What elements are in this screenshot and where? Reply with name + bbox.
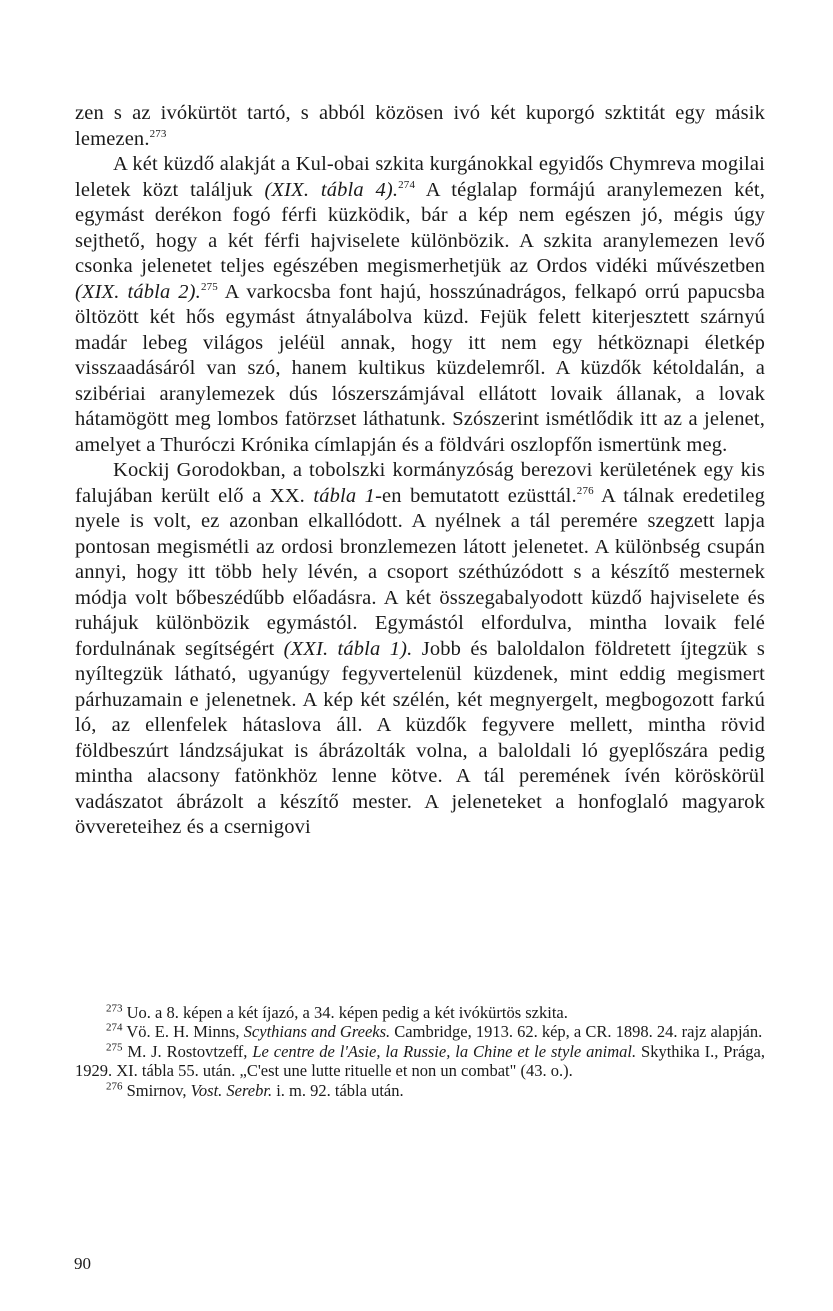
footnote xyxy=(75,1022,765,1041)
italic-text: Le centre de l'Asie, la Russie, la Chine et le style animal. xyxy=(252,1041,637,1061)
text-run: i. m. 92. tábla után. xyxy=(272,1080,404,1100)
text-run: Kockij Gorodokban, a tobolszki kormányzóság berezovi kerületének egy kis falujában került elő a XX. xyxy=(75,459,765,507)
paragraph xyxy=(75,458,765,841)
page-number: 90 xyxy=(74,1254,91,1273)
text-run: Jobb és baloldalon földretett íjtegzük s nyíltegzük látható, ugyanúgy fegyvertelenül küzdenek, mint eddig megismert párhuzamain e jelenetnek. A kép két szélén, két megnyergelt, megbogozott farkú ló, az ellenfelek hátaslova áll. A küzdők fegyvere mellett, mintha rövid földbeszúrt lándzsájukat is ábrázolták volna, a baloldali ló gyeplőszára pedig mintha alacsony fatönkhöz lenne kötve. A tál peremének ívén köröskörül vadászatot ábrázolt a készítő mester. A jeleneteket a honfoglaló magyarok övvereteihez és a csernigovi xyxy=(75,637,765,838)
text-run: A varkocsba font hajú, hosszúnadrágos, felkapó orrú papucsba öltözött két hős egymást átnyalábolva küzd. Fejük felett kiterjesztett szárnyú madár lebeg világos jeléül annak, hogy itt nem egy hétköznapi életkép visszaadásáról van szó, hanem kultikus küzdelemről. A küzdők kétoldalán, a szibériai aranylemezek dús lószerszámjával ellátott lovaik állanak, a lovak hátamögött meg lombos fatörzset láthatunk. Szószerint ismétlődik itt az a jelenet, amelyet a Thuróczi Krónika címlapján és a földvári oszlopfőn ismertünk meg. xyxy=(75,280,765,456)
text-run: Skythika I., Prága, 1929. XI. tábla 55. után. „C'est une lutte rituelle et non un combat" (43. o.). xyxy=(75,1041,765,1081)
text-run: Vö. E. H. Minns, xyxy=(122,1022,244,1042)
italic-text: tábla 1 xyxy=(313,484,376,507)
text-run: A téglalap formájú aranylemezen két, egymást derékon fogó férfi küzködik, bár a kép nem egészen jó, mégis úgy sejthető, hogy a két férfi hajviselete különbözik. A szkita aranylemezen levő csonka jelenetet teljes egészében megismerhetjük az Ordos vidéki művészetben xyxy=(75,178,765,277)
footnote-number: 274 xyxy=(106,1021,123,1034)
italic-text: (XXI. tábla 1). xyxy=(283,637,413,660)
footnote-ref: 273 xyxy=(149,127,167,140)
paragraph xyxy=(75,152,765,458)
text-run: Uo. a 8. képen a két íjazó, a 34. képen pedig a két ivókürtös szkita. xyxy=(122,1003,568,1022)
paragraph xyxy=(75,101,765,152)
footnote xyxy=(75,1081,765,1100)
italic-text: (XIX. tábla 4). xyxy=(264,178,399,201)
footnote xyxy=(75,1042,765,1081)
text-run: Smirnov, xyxy=(122,1080,191,1100)
italic-text: (XIX. tábla 2). xyxy=(75,280,201,303)
footnote-ref: 275 xyxy=(200,280,218,293)
main-text xyxy=(75,101,765,841)
italic-text: Vost. Serebr. xyxy=(190,1080,273,1100)
text-run: M. J. Rostovtzeff, xyxy=(122,1041,253,1061)
footnote xyxy=(75,1003,765,1022)
footnotes xyxy=(75,1003,765,1100)
footnote-number: 276 xyxy=(106,1080,123,1093)
text-run: zen s az ivókürtöt tartó, s abból közösen ivó két kuporgó szktitát egy másik lemezen. xyxy=(75,102,765,150)
footnote-number: 275 xyxy=(106,1041,123,1054)
text-run: A két küzdő alakját a Kul-obai szkita kurgánokkal egyidős Chymreva mogilai leletek közt találjuk xyxy=(75,153,765,201)
text-run: Cambridge, 1913. 62. kép, a CR. 1898. 24. rajz alapján. xyxy=(390,1022,763,1042)
text-run: -en bemutatott ezüsttál. xyxy=(375,484,577,507)
footnote-ref: 274 xyxy=(398,178,416,191)
footnote-ref: 276 xyxy=(576,484,594,497)
text-run: A tálnak eredetileg nyele is volt, ez azonban elkallódott. A nyélnek a tál peremére szegzett lapja pontosan megismétli az ordosi bronzlemezen látott jelenetet. A különbség csupán annyi, hogy itt több hely lévén, a csoport széthúzódott s a készítő mesternek módja volt bőbeszédűbb előadásra. A két összegabalyodott küzdő hajviselete és ruhájuk különbözik egymástól. Egymástól elfordulva, mintha lovaik felé fordulnának segítségért xyxy=(75,484,765,660)
footnote-number: 273 xyxy=(106,1002,123,1015)
italic-text: Scythians and Greeks. xyxy=(243,1022,391,1042)
